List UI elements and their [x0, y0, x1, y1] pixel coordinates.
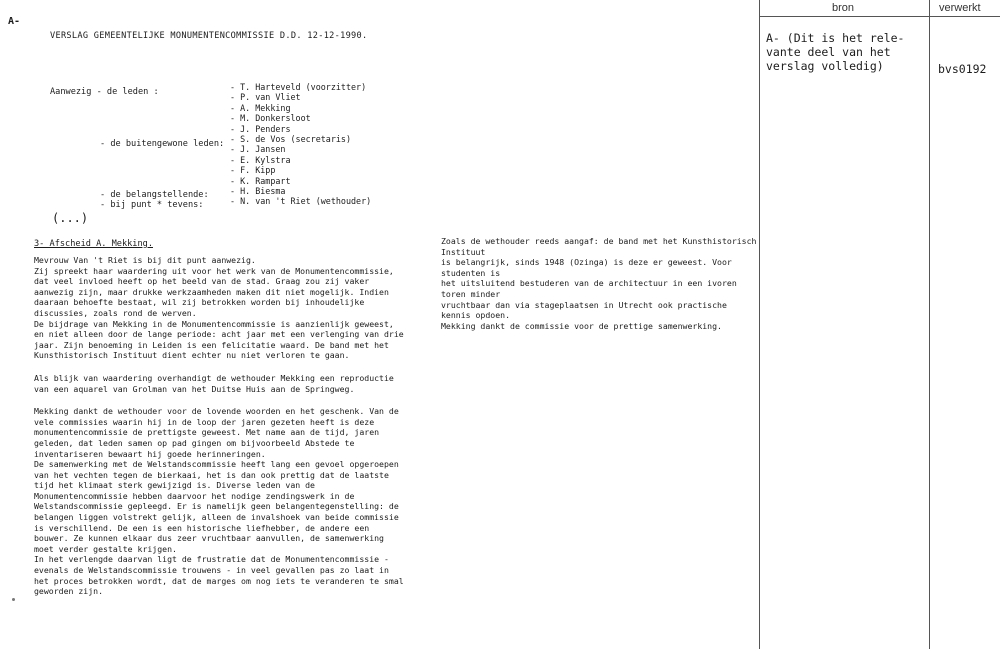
source-note-line: A- (Dit is het rele-	[766, 31, 905, 45]
attendee: - A. Mekking	[230, 102, 291, 113]
attendance-members-label: Aanwezig - de leden :	[50, 87, 159, 97]
attendee: - T. Harteveld (voorzitter)	[230, 82, 367, 92]
header-source: bron	[832, 2, 855, 14]
source-note-line: vante deel van het	[766, 45, 891, 59]
page-marker: A-	[8, 16, 21, 27]
paragraph: Mekking dankt de wethouder voor de lovende woorden en het geschenk. Van de vele commissies waarin hij in de loop der jaren gezeten heeft is deze monumentencommissie de prettigste geweest. Met name aan de tijd, jaren geleden, dat leden samen op pad gingen om bijvoorbeeld Abstede te inventariseren bewaart hij goede herinneringen. De samenwerking met de Welstandscommissie heeft lang een gevoel opgeroepen van het vechten tegen de bierkaai, het is dan ook prettig dat de laatste tijd het klimaat sterk gewijzigd is. Diverse leden van de Monumentencommissie hebben daarvoor het nodige zendingswerk in de Welstandscommissie gepleegd. Er is namelijk geen belangentegenstelling: de belangen liggen volstrekt gelijk, alleen de invalshoek van beide commissie is verschillend. De een is een historische liefhebber, de andere een bouwer. Ze kunnen elkaar dus zeer vruchtbaar aanvullen, de samenwerking moet verder gestalte krijgen. In het verlengde daarvan ligt de frustratie dat de Monumentencommissie - evenals de Welstandscommissie trouwens - in veel gevallen pas zo laat in het proces betrokken wordt, dat de marges om nog iets te veranderen te smal geworden zijn.	[34, 406, 404, 597]
attendance-point-label: - bij punt * tevens:	[100, 200, 204, 210]
source-note	[766, 31, 926, 73]
attendee: - J. Penders	[230, 123, 291, 134]
panel-column-divider	[929, 0, 930, 649]
panel-left-border	[759, 0, 760, 649]
reference-code: bvs0192	[938, 62, 987, 76]
attendee: - N. van 't Riet (wethouder)	[230, 196, 372, 207]
body-left-column	[34, 255, 434, 609]
section-heading: 3- Afscheid A. Mekking.	[34, 239, 153, 249]
panel-header-rule	[759, 16, 1000, 17]
attendee: - M. Donkersloot	[230, 113, 311, 124]
paragraph: Als blijk van waardering overhandigt de wethouder Mekking een reproductie van een aquarel van Grolman van het Duitse Huis aan de Springweg.	[34, 372, 394, 394]
document-title: VERSLAG GEMEENTELIJKE MONUMENTENCOMMISSIE D.D. 12-12-1990.	[50, 31, 368, 41]
header-processed: verwerkt	[939, 2, 981, 14]
paragraph: Zoals de wethouder reeds aangaf: de band met het Kunsthistorisch Instituut is belangrijk, sinds 1948 (Ozinga) is deze er geweest. Voor studenten is het uitsluitend bestuderen van de architectuur in een ivoren toren minder vruchtbaar dan via stageplaatsen in Utrecht ook practische kennis opdoen. Mekking dankt de commissie voor de prettige samenwerking.	[441, 236, 757, 331]
attendance-list	[230, 82, 371, 207]
attendee: - E. Kylstra	[230, 154, 291, 165]
attendee: - F. Kipp	[230, 165, 276, 176]
attendance-stake-label: - de belangstellende:	[100, 190, 209, 200]
attendee: - H. Biesma	[230, 186, 286, 197]
attendee: - S. de Vos (secretaris)	[230, 134, 352, 145]
attendee: - K. Rampart	[230, 175, 291, 186]
body-right-column	[441, 236, 759, 331]
omission-marker: (...)	[52, 211, 89, 225]
source-note-line: verslag volledig)	[766, 59, 884, 73]
paragraph: Mevrouw Van 't Riet is bij dit punt aanwezig. Zij spreekt haar waardering uit voor het werk van de Monumentencommissie, dat veel invloed heeft op het beeld van de stad. Graag zou zij vaker aanwezig zijn, maar drukke werkzaamheden maken dit niet mogelijk. Indien daaraan behoefte bestaat, wil zij betrokken worden bij inhoudelijke discussies, zoals rond de werven. De bijdrage van Mekking in de Monumentencommissie is aanzienlijk geweest, en niet alleen door de lange periode: acht jaar met een verlenging van drie jaar. Zijn benoeming in Leiden is een felicitatie waard. De band met het Kunsthistorisch Instituut dient echter nu niet verloren te gaan.	[34, 255, 404, 361]
scan-speck	[12, 598, 15, 601]
attendee: - P. van Vliet	[230, 92, 301, 103]
attendance-extra-label: - de buitengewone leden:	[100, 139, 225, 149]
attendee: - J. Jansen	[230, 144, 286, 155]
